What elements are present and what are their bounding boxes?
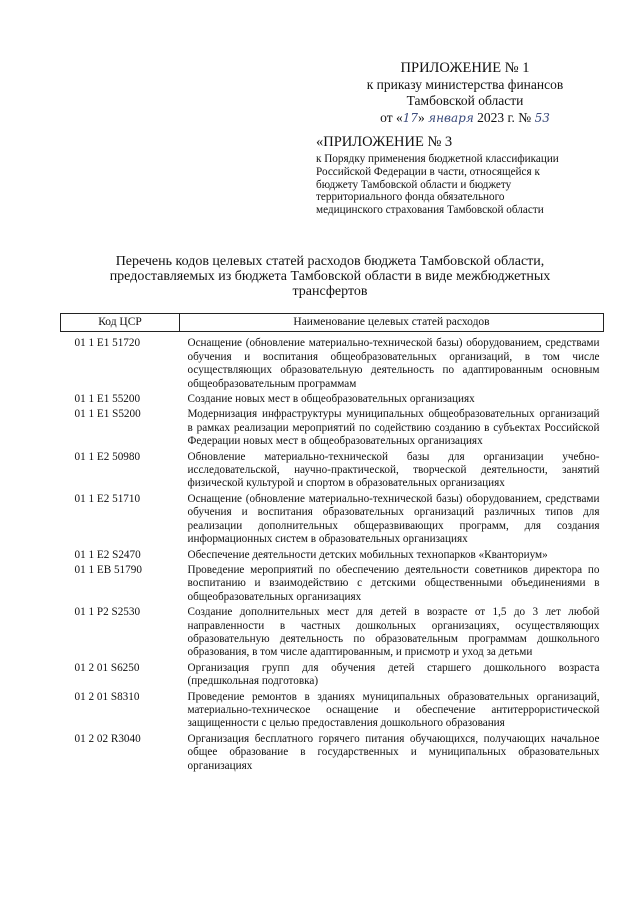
date-prefix: от « — [380, 109, 403, 125]
codes-table — [60, 313, 604, 774]
row-code: 01 1 E2 50980 — [74, 450, 141, 463]
row-code: 01 1 E1 55200 — [74, 393, 141, 406]
table-row — [61, 450, 604, 492]
basis-line: территориального фонда обязательного — [316, 191, 505, 204]
date-mid: » — [418, 109, 429, 125]
appendix-3-header — [316, 134, 616, 217]
table-row — [61, 548, 604, 563]
row-name: Обновление материально-технической базы для организации учебно-исследовательской, научно-практической, творческой деятельности, занятий физической культурой и спортом в образовательных организациях — [187, 450, 600, 490]
date-day-handwritten: 17 — [402, 110, 419, 125]
appendix-3-basis — [316, 153, 616, 217]
row-code: 01 1 E2 51710 — [74, 492, 141, 505]
row-name: Оснащение (обновление материально-технической базы) оборудованием, средствами обучения и воспитания общеобразовательных организаций, в том числе осуществляющих образовательную деятельность по адаптированным основным общеобразовательным программам — [187, 337, 600, 390]
document-title — [60, 254, 600, 299]
row-name: Организация групп для обучения детей старшего дошкольного возраста (предшкольная подготовка) — [187, 661, 600, 688]
table-row — [61, 407, 604, 449]
row-code: 01 2 01 S6250 — [74, 661, 140, 674]
row-name: Организация бесплатного горячего питания обучающихся, получающих начальное общее образование в государственных и муниципальных образовательных организациях — [187, 732, 600, 772]
basis-line: бюджету Тамбовской области и бюджету — [316, 178, 512, 191]
table-row — [61, 332, 604, 392]
row-code: 01 1 E1 51720 — [74, 337, 141, 350]
table-row — [61, 661, 604, 690]
basis-line: медицинского страхования Тамбовской области — [316, 204, 544, 217]
row-name: Проведение мероприятий по обеспечению деятельности советников директора по воспитанию и взаимодействию с детскими общественными объединениями в общеобразовательных организациях — [187, 563, 600, 603]
row-name: Модернизация инфраструктуры муниципальных общеобразовательных организаций в рамках реализации мероприятий по содействию созданию в субъектах Российской Федерации новых мест в общеобразовательных организациях — [187, 408, 600, 448]
row-name: Проведение ремонтов в зданиях муниципальных образовательных организаций, материально-техническое оснащение и обеспечение антитеррористической защищенности с целью предоставления дошкольного образования — [187, 690, 600, 730]
table-row — [61, 392, 604, 407]
row-code: 01 1 E1 S5200 — [74, 408, 141, 421]
table-row — [61, 492, 604, 548]
order-number-handwritten: 53 — [534, 110, 550, 125]
row-name: Обеспечение деятельности детских мобильных технопарков «Кванториум» — [187, 548, 548, 561]
row-code: 01 1 E2 S2470 — [74, 548, 141, 561]
appendix-1-order-line: к приказу министерства финансов — [366, 76, 564, 92]
document-title-line: трансфертов — [292, 284, 368, 299]
row-code: 01 1 P2 S2530 — [74, 606, 141, 619]
basis-line: Российской Федерации в части, относящейся к — [316, 165, 540, 178]
appendix-1-title: ПРИЛОЖЕНИЕ № 1 — [400, 60, 530, 76]
row-name: Создание дополнительных мест для детей в возрасте от 1,5 до 3 лет любой направленности в частных дошкольных организациях, осуществляющих образовательную деятельность по образовательным программам дошкольного образования, в том числе адаптированным, и присмотр и уход за детьми — [187, 606, 600, 659]
header-code: Код ЦСР — [61, 314, 180, 332]
basis-line: к Порядку применения бюджетной классификации — [316, 153, 559, 165]
row-name: Создание новых мест в общеобразовательных организациях — [187, 393, 475, 406]
document-title-line: предоставляемых из бюджета Тамбовской области в виде межбюджетных — [109, 269, 551, 284]
table-header-row — [61, 314, 604, 332]
table-row — [61, 690, 604, 732]
document-title-line: Перечень кодов целевых статей расходов бюджета Тамбовской области, — [115, 254, 545, 269]
table-row — [61, 563, 604, 605]
table-row — [61, 732, 604, 774]
header-name: Наименование целевых статей расходов — [180, 314, 604, 332]
row-name: Оснащение (обновление материально-технической базы) оборудованием, средствами обучения и воспитания образовательных организаций различных типов для реализации дополнительных общеразвивающих программ, для создания информационных систем в образовательных организациях — [187, 492, 600, 546]
row-code: 01 2 02 R3040 — [74, 732, 141, 745]
date-month-handwritten: января — [428, 110, 474, 125]
appendix-1-date-line — [320, 110, 610, 127]
appendix-3-title: «ПРИЛОЖЕНИЕ № 3 — [316, 134, 453, 150]
appendix-1-region-line: Тамбовской области — [406, 93, 524, 108]
row-code: 01 2 01 S8310 — [74, 690, 140, 703]
appendix-1-header — [320, 60, 610, 126]
date-suffix: 2023 г. № — [473, 109, 535, 125]
table-row — [61, 605, 604, 661]
row-code: 01 1 EB 51790 — [74, 563, 142, 576]
